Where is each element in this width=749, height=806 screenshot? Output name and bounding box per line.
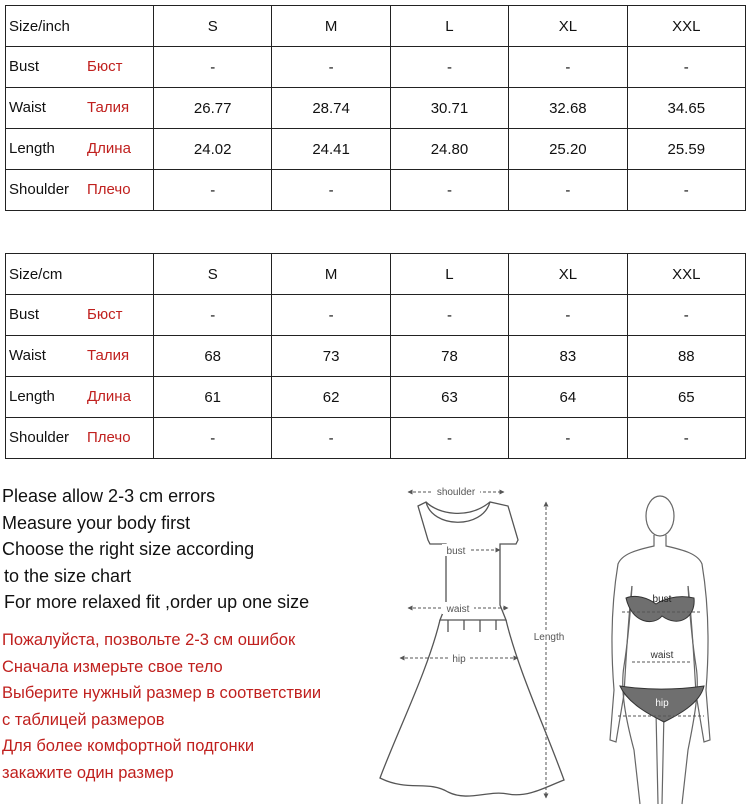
row-label bbox=[6, 47, 154, 88]
table-cell: 61 bbox=[154, 377, 272, 418]
table-cell: - bbox=[154, 295, 272, 336]
row-label-ru: Бюст bbox=[87, 58, 123, 75]
table-cell: - bbox=[272, 295, 390, 336]
body-label-bust: bust bbox=[652, 594, 672, 605]
table-cell: - bbox=[272, 47, 390, 88]
table-cell: - bbox=[509, 295, 627, 336]
table-cell: 24.02 bbox=[154, 129, 272, 170]
body-measurement-diagram bbox=[596, 490, 746, 806]
body-label-waist: waist bbox=[650, 650, 674, 661]
note-line: to the size chart bbox=[4, 565, 132, 586]
table-cell: - bbox=[272, 418, 390, 459]
table-cell: - bbox=[154, 418, 272, 459]
row-label-ru: Талия bbox=[87, 347, 130, 364]
row-label-ru: Длина bbox=[87, 140, 131, 157]
table-cell: 28.74 bbox=[272, 88, 390, 129]
table-cell: - bbox=[272, 170, 390, 211]
row-label-ru: Длина bbox=[87, 388, 131, 405]
note-line: с таблицей размеров bbox=[2, 710, 165, 729]
size-table-inch bbox=[5, 5, 746, 211]
row-label bbox=[6, 336, 154, 377]
row-label-en: Shoulder bbox=[9, 429, 70, 446]
table-cell: 63 bbox=[390, 377, 508, 418]
row-label bbox=[6, 295, 154, 336]
row-label-ru: Бюст bbox=[87, 306, 123, 323]
note-line: Measure your body first bbox=[2, 512, 191, 533]
dress-label-shoulder: shoulder bbox=[436, 487, 476, 498]
table-row bbox=[6, 295, 746, 336]
header-size-s: S bbox=[154, 254, 272, 295]
table-cell: - bbox=[627, 47, 745, 88]
row-label-en: Shoulder bbox=[9, 181, 70, 198]
note-line: Сначала измерьте свое тело bbox=[2, 657, 223, 676]
table-cell: 64 bbox=[509, 377, 627, 418]
dress-outline bbox=[380, 502, 564, 796]
header-size-l: L bbox=[390, 6, 508, 47]
table-cell: 88 bbox=[627, 336, 745, 377]
table-cell: 34.65 bbox=[627, 88, 745, 129]
table-cell: - bbox=[509, 47, 627, 88]
row-label bbox=[6, 377, 154, 418]
table-row bbox=[6, 418, 746, 459]
row-label-en: Length bbox=[9, 388, 55, 405]
table-row bbox=[6, 47, 746, 88]
table-cell: - bbox=[627, 295, 745, 336]
row-label-en: Length bbox=[9, 140, 55, 157]
table-cell: 73 bbox=[272, 336, 390, 377]
header-size-xxl: XXL bbox=[627, 6, 745, 47]
table-cell: - bbox=[627, 418, 745, 459]
table-cell: - bbox=[390, 170, 508, 211]
table-cell: - bbox=[627, 170, 745, 211]
table-cell: - bbox=[390, 295, 508, 336]
header-size-l: L bbox=[390, 254, 508, 295]
header-label: Size/cm bbox=[6, 254, 154, 295]
table-cell: 32.68 bbox=[509, 88, 627, 129]
table-cell: 65 bbox=[627, 377, 745, 418]
header-size-m: M bbox=[272, 6, 390, 47]
size-table-cm bbox=[5, 253, 746, 459]
table-cell: 62 bbox=[272, 377, 390, 418]
table-header-row bbox=[6, 6, 746, 47]
table-cell: - bbox=[390, 418, 508, 459]
row-label-en: Waist bbox=[9, 347, 46, 364]
row-label bbox=[6, 418, 154, 459]
table-row bbox=[6, 129, 746, 170]
table-row bbox=[6, 377, 746, 418]
note-line: Пожалуйста, позвольте 2-3 см ошибок bbox=[2, 631, 296, 649]
body-label-hip: hip bbox=[655, 698, 669, 709]
row-label-en: Bust bbox=[9, 306, 40, 323]
table-cell: - bbox=[154, 47, 272, 88]
header-size-m: M bbox=[272, 254, 390, 295]
header-size-xl: XL bbox=[509, 6, 627, 47]
table-cell: - bbox=[509, 418, 627, 459]
table-cell: 83 bbox=[509, 336, 627, 377]
table-header-row bbox=[6, 254, 746, 295]
note-line: Please allow 2-3 cm errors bbox=[2, 486, 216, 506]
row-label-ru: Талия bbox=[87, 99, 130, 116]
header-label: Size/inch bbox=[6, 6, 154, 47]
dress-measurement-diagram bbox=[368, 480, 578, 806]
table-cell: 78 bbox=[390, 336, 508, 377]
table-cell: 25.59 bbox=[627, 129, 745, 170]
row-label-en: Waist bbox=[9, 99, 46, 116]
note-line: закажите один размер bbox=[2, 763, 174, 782]
table-row bbox=[6, 88, 746, 129]
table-row bbox=[6, 170, 746, 211]
header-size-xxl: XXL bbox=[627, 254, 745, 295]
dress-label-waist: waist bbox=[446, 604, 470, 615]
table-cell: - bbox=[154, 170, 272, 211]
note-line: For more relaxed fit ,order up one size bbox=[4, 592, 310, 612]
dress-label-hip: hip bbox=[452, 654, 466, 665]
note-line: Choose the right size according bbox=[2, 539, 255, 559]
dress-label-bust: bust bbox=[446, 546, 466, 557]
header-size-s: S bbox=[154, 6, 272, 47]
row-label bbox=[6, 129, 154, 170]
table-cell: - bbox=[509, 170, 627, 211]
table-cell: 24.80 bbox=[390, 129, 508, 170]
dress-label-length: Length bbox=[533, 632, 565, 643]
header-size-xl: XL bbox=[509, 254, 627, 295]
note-line: Выберите нужный размер в соответствии bbox=[2, 684, 322, 702]
note-line: Для более комфортной подгонки bbox=[2, 737, 255, 755]
row-label bbox=[6, 170, 154, 211]
notes-english bbox=[2, 483, 309, 616]
table-cell: 26.77 bbox=[154, 88, 272, 129]
notes-russian bbox=[2, 627, 321, 786]
table-cell: - bbox=[390, 47, 508, 88]
row-label-ru: Плечо bbox=[87, 181, 131, 198]
row-label-en: Bust bbox=[9, 58, 40, 75]
table-cell: 30.71 bbox=[390, 88, 508, 129]
table-row bbox=[6, 336, 746, 377]
table-cell: 25.20 bbox=[509, 129, 627, 170]
row-label bbox=[6, 88, 154, 129]
table-cell: 68 bbox=[154, 336, 272, 377]
table-cell: 24.41 bbox=[272, 129, 390, 170]
row-label-ru: Плечо bbox=[87, 429, 131, 446]
